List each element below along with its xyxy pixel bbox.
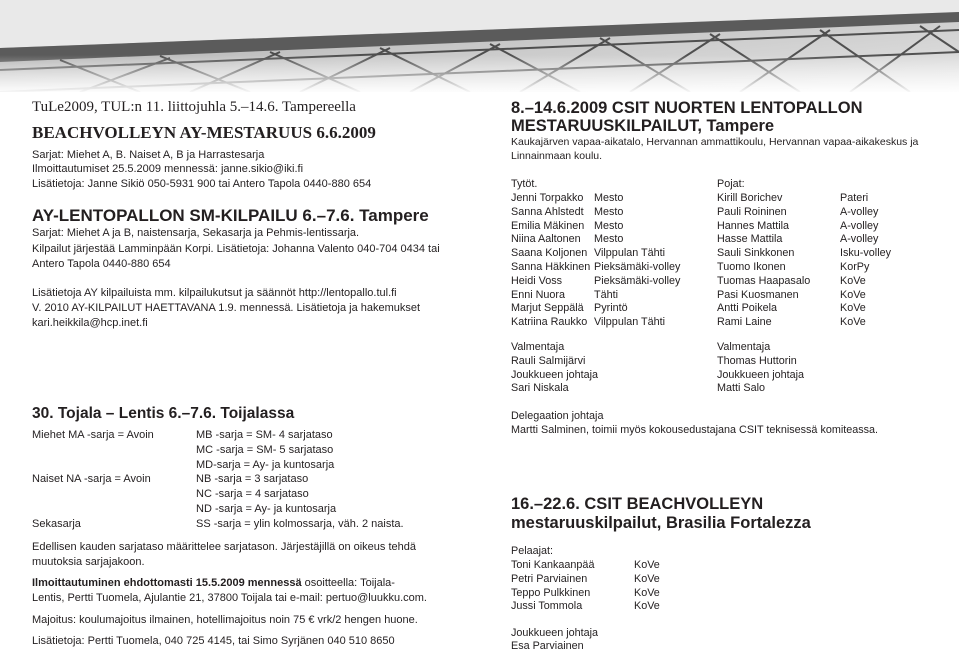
girls-clubs	[594, 192, 680, 330]
boy-club: KoVe	[840, 288, 866, 301]
girl-club: Mesto	[594, 219, 624, 232]
girl-name: Katriina Raukko	[511, 316, 588, 329]
player-club: KoVe	[634, 586, 660, 599]
staff-role: Valmentaja	[717, 341, 771, 353]
girl-name: Jenni Torpakko	[511, 192, 584, 204]
beach-title: BEACHVOLLEYN AY-MESTARUUS 6.6.2009	[32, 123, 376, 142]
csit-title-2: MESTARUUSKILPAILUT, Tampere	[511, 117, 775, 135]
girl-name: Sanna Häkkinen	[511, 260, 591, 273]
info-line-1: Edellisen kauden sarjataso määrittelee sarjatason. Järjestäjillä on oikeus tehdä	[32, 541, 417, 553]
girls-heading: Tytöt.	[511, 178, 538, 190]
series-right-6: ND -sarja = Ay- ja kuntosarja	[196, 503, 337, 515]
staff-role: Valmentaja	[511, 341, 565, 353]
boy-club: A-volley	[840, 219, 879, 232]
info-line-2: muutoksia sarjajakoon.	[32, 556, 145, 568]
boy-name: Rami Laine	[717, 316, 772, 329]
girl-club: Vilppulan Tähti	[594, 316, 666, 329]
ay-line-2: V. 2010 AY-KILPAILUT HAETTAVANA 1.9. mennessä. Lisätietoja ja hakemukset	[32, 302, 421, 314]
boy-name: Hasse Mattila	[717, 233, 783, 246]
boy-name: Tuomo Ikonen	[717, 260, 786, 273]
girl-name: Saana Koljonen	[511, 247, 588, 260]
girl-club: Tähti	[594, 288, 619, 301]
beach-csit-title-1: 16.–22.6. CSIT BEACHVOLLEYN	[511, 495, 764, 513]
ay-line-3: kari.heikkila@hcp.inet.fi	[32, 317, 148, 329]
player-club: KoVe	[634, 559, 660, 571]
series-right-3: MD-sarja = Ay- ja kuntosarja	[196, 459, 335, 471]
staff-name: Rauli Salmijärvi	[511, 354, 586, 367]
boy-name: Sauli Sinkkonen	[717, 247, 795, 260]
players-clubs	[634, 559, 660, 614]
staff-role: Joukkueen johtaja	[511, 368, 599, 381]
majoitus-line: Majoitus: koulumajoitus ilmainen, hotellimajoitus noin 75 € vrk/2 hengen huone.	[32, 614, 418, 626]
girl-name: Enni Nuora	[511, 288, 566, 301]
csit-title-1: 8.–14.6.2009 CSIT NUORTEN LENTOPALLON	[511, 99, 863, 117]
sm-line-3: Antero Tapola 0440-880 654	[32, 258, 171, 270]
boy-club: A-volley	[840, 205, 879, 218]
boy-club: KoVe	[840, 274, 866, 287]
toijala-title: 30. Tojala – Lentis 6.–7.6. Toijalassa	[32, 405, 295, 422]
leader-name: Esa Parviainen	[511, 640, 584, 652]
players-heading: Pelaajat:	[511, 545, 554, 557]
staff-name: Thomas Huttorin	[717, 354, 797, 367]
tule-title: TuLe2009, TUL:n 11. liittojuhla 5.–14.6. Tampereella	[32, 99, 356, 115]
boy-club: KoVe	[840, 316, 866, 329]
beach-line-2: Ilmoittautumiset 25.5.2009 mennessä: janne.sikio@iki.fi	[32, 163, 304, 175]
player-club: KoVe	[634, 572, 660, 585]
staff-name: Matti Salo	[717, 382, 766, 395]
girl-club: Mesto	[594, 205, 624, 218]
series-left-7: Sekasarja	[32, 518, 81, 530]
boy-name: Hannes Mattila	[717, 219, 790, 232]
boy-name: Kirill Borichev	[717, 192, 783, 204]
boy-club: KoVe	[840, 302, 866, 315]
ay-line-1: Lisätietoja AY kilpailuista mm. kilpailukutsut ja säännöt http://lentopallo.tul.fi	[32, 287, 397, 299]
girl-club: Mesto	[594, 192, 624, 204]
players-names	[511, 559, 594, 614]
boys-staff	[717, 341, 804, 396]
delegation-heading: Delegaation johtaja	[511, 410, 604, 422]
series-right-1: MB -sarja = SM- 4 sarjataso	[196, 429, 333, 441]
boys-names	[717, 192, 810, 330]
staff-role: Joukkueen johtaja	[717, 368, 805, 381]
ilmo-deadline: Ilmoittautuminen ehdottomasti 15.5.2009 mennessä	[32, 577, 302, 589]
series-left-1: Miehet MA -sarja = Avoin	[32, 429, 154, 441]
girl-name: Emilia Mäkinen	[511, 219, 585, 232]
girl-name: Sanna Ahlstedt	[511, 205, 584, 218]
series-right-2: MC -sarja = SM- 5 sarjataso	[196, 444, 334, 456]
series-left-4: Naiset NA -sarja = Avoin	[32, 473, 151, 485]
ilmo-rest: osoitteella: Toijala-	[301, 577, 395, 589]
series-right-4: NB -sarja = 3 sarjataso	[196, 473, 309, 485]
player-name: Petri Parviainen	[511, 572, 588, 585]
girl-name: Marjut Seppälä	[511, 302, 584, 315]
series-right-7: SS -sarja = ylin kolmossarja, väh. 2 naista.	[196, 518, 404, 530]
sm-title: AY-LENTOPALLON SM-KILPAILU 6.–7.6. Tampere	[32, 206, 429, 225]
girls-names	[511, 192, 590, 330]
boy-name: Tuomas Haapasalo	[717, 274, 811, 287]
player-name: Toni Kankaanpää	[511, 559, 595, 571]
boy-club: Pateri	[840, 192, 869, 204]
beach-csit-title-2: mestaruuskilpailut, Brasilia Fortalezza	[511, 514, 811, 532]
player-name: Teppo Pulkkinen	[511, 586, 591, 599]
boy-club: A-volley	[840, 233, 879, 246]
lisatietoja-line: Lisätietoja: Pertti Tuomela, 040 725 4145, tai Simo Syrjänen 040 510 8650	[32, 635, 395, 647]
boy-name: Pasi Kuosmanen	[717, 288, 799, 301]
ilmo-line-2: Lentis, Pertti Tuomela, Ajulantie 21, 37800 Toijala tai e-mail: pertuo@luukku.com.	[32, 592, 427, 604]
girl-club: Pyrintö	[594, 302, 628, 315]
girls-staff	[511, 341, 598, 396]
girl-club: Vilppulan Tähti	[594, 247, 666, 260]
player-club: KoVe	[634, 600, 660, 613]
boys-clubs	[840, 192, 891, 330]
sm-line-1: Sarjat: Miehet A ja B, naistensarja, Sekasarja ja Pehmis-lentissarja.	[32, 227, 360, 239]
boy-club: Isku-volley	[840, 247, 892, 260]
player-name: Jussi Tommola	[511, 600, 583, 613]
sm-line-2: Kilpailut järjestää Lamminpään Korpi. Lisätietoja: Johanna Valento 040-704 0434 tai	[32, 243, 440, 255]
girl-club: Pieksämäki-volley	[594, 260, 681, 273]
beach-line-3: Lisätietoja: Janne Sikiö 050-5931 900 tai Antero Tapola 0440-880 654	[32, 178, 372, 190]
boy-name: Antti Poikela	[717, 302, 778, 315]
delegation-text: Martti Salminen, toimii myös kokousedustajana CSIT teknisessä komiteassa.	[511, 424, 879, 436]
beach-line-1: Sarjat: Miehet A, B. Naiset A, B ja Harrastesarja	[32, 149, 265, 161]
staff-name: Sari Niskala	[511, 382, 569, 395]
girl-name: Niina Aaltonen	[511, 233, 581, 246]
ilmo-line-1	[32, 576, 395, 590]
girl-club: Mesto	[594, 233, 624, 246]
series-right-5: NC -sarja = 4 sarjataso	[196, 488, 309, 500]
boy-club: KorPy	[840, 260, 870, 273]
leader-heading: Joukkueen johtaja	[511, 627, 599, 639]
girl-club: Pieksämäki-volley	[594, 274, 681, 287]
venue-line-1: Kaukajärven vapaa-aikatalo, Hervannan ammattikoulu, Hervannan vapaa-aikakeskus ja	[511, 136, 919, 148]
venue-line-2: Linnainmaan koulu.	[511, 150, 603, 162]
volleyball-net-photo	[0, 0, 959, 92]
boy-name: Pauli Roininen	[717, 205, 787, 218]
boys-heading: Pojat:	[717, 178, 745, 190]
girl-name: Heidi Voss	[511, 274, 563, 287]
